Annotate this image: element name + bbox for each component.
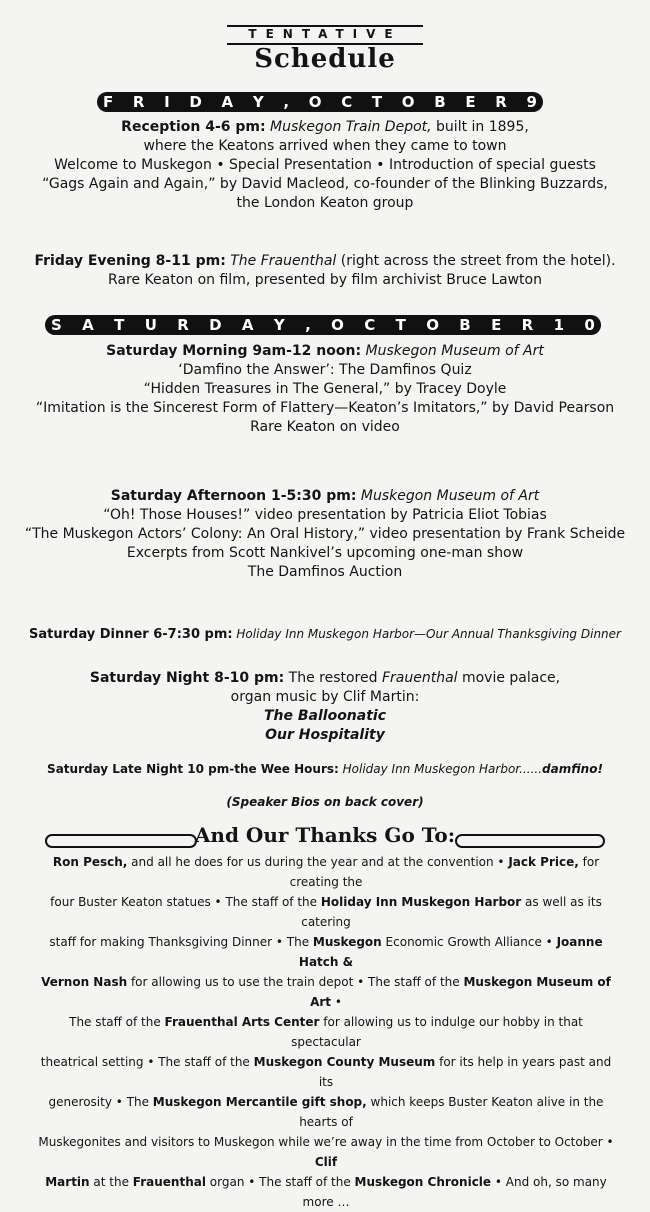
- banner-letter: D: [209, 316, 222, 334]
- dinner-details: Holiday Inn Muskegon Harbor—Our Annual Thanksgiving Dinner: [232, 627, 621, 641]
- banner-letter: D: [189, 93, 202, 111]
- afternoon-line: The Damfinos Auction: [247, 564, 403, 580]
- afternoon-line: Excerpts from Scott Nankivel’s upcoming one-man show: [126, 545, 524, 561]
- thanks-line: four Buster Keaton statues • The staff of the Holiday Inn Muskegon Harbor as well as its catering: [50, 895, 602, 929]
- friday-evening: [0, 252, 650, 290]
- banner-letter: C: [364, 316, 376, 334]
- morning-line: “Hidden Treasures in The General,” by Tracey Doyle: [143, 381, 507, 397]
- morning-venue: Muskegon Museum of Art: [365, 343, 544, 359]
- morning-line: Rare Keaton on video: [250, 419, 400, 435]
- banner-letter: I: [164, 93, 170, 111]
- banner-letter: T: [371, 93, 383, 111]
- evening-time: Friday Evening 8-11 pm:: [34, 253, 226, 269]
- banner-letter: O: [426, 316, 439, 334]
- saturday-late-night: [0, 760, 650, 779]
- thanks-line: theatrical setting • The staff of the Muskegon County Museum for its help in years past and its: [40, 1055, 612, 1089]
- dinner-time: Saturday Dinner 6-7:30 pm:: [29, 627, 233, 642]
- banner-letter: ,: [305, 316, 311, 334]
- reception-time: Reception 4-6 pm:: [121, 119, 266, 135]
- banner-letter: C: [341, 93, 353, 111]
- reception-built: built in 1895,: [431, 119, 529, 135]
- reception-line: the London Keaton group: [236, 195, 414, 211]
- film-title: Our Hospitality: [265, 727, 385, 743]
- saturday-morning: [0, 342, 650, 437]
- thanks-line: generosity • The Muskegon Mercantile gift shop, which keeps Buster Keaton alive in the hearts of: [48, 1095, 604, 1129]
- afternoon-venue: Muskegon Museum of Art: [360, 488, 540, 504]
- thanks-line: Ron Pesch, and all he does for us during the year and at the convention • Jack Price, for creating the: [52, 855, 600, 889]
- reception-line: “Gags Again and Again,” by David Macleod, co-founder of the Blinking Buzzards,: [42, 176, 608, 192]
- thanks-line: staff for making Thanksgiving Dinner • The Muskegon Economic Growth Alliance • Joanne Hatch &: [49, 935, 603, 969]
- speaker-bios-note: [0, 793, 650, 812]
- reception-line: Welcome to Muskegon • Special Presentation • Introduction of special guests: [54, 157, 596, 173]
- night-rest: movie palace,: [457, 670, 561, 686]
- afternoon-time: Saturday Afternoon 1-5:30 pm:: [110, 488, 357, 504]
- banner-letter: A: [221, 93, 234, 111]
- night-line: organ music by Clif Martin:: [230, 689, 420, 705]
- banner-letter: F: [103, 93, 114, 111]
- reception-line: where the Keatons arrived when they came to town: [143, 138, 507, 154]
- night-pre: The restored: [284, 670, 382, 686]
- bios-note: (Speaker Bios on back cover): [226, 795, 424, 809]
- late-end: damfino!: [542, 762, 603, 776]
- thanks-body: [36, 852, 616, 1212]
- banner-letter: ,: [283, 93, 290, 111]
- saturday-afternoon: [0, 487, 650, 582]
- banner-letter: B: [459, 316, 471, 334]
- banner-letter: 9: [526, 93, 537, 111]
- late-venue: Holiday Inn Muskegon Harbor......: [338, 762, 543, 776]
- banner-letter: A: [82, 316, 94, 334]
- banner-letter: A: [241, 316, 254, 334]
- morning-line: “Imitation is the Sincerest Form of Flattery—Keaton’s Imitators,” by David Pearson: [35, 400, 615, 416]
- saturday-night: [0, 669, 650, 745]
- afternoon-line: “Oh! Those Houses!” video presentation by Patricia Eliot Tobias: [103, 507, 547, 523]
- thanks-line: The staff of the Frauenthal Arts Center for allowing us to indulge our hobby in that spectacular: [69, 1015, 583, 1049]
- banner-letter: 0: [584, 316, 595, 334]
- night-time: Saturday Night 8-10 pm:: [89, 670, 285, 686]
- banner-letter: O: [401, 93, 415, 111]
- banner-letter: R: [521, 316, 534, 334]
- reception-venue: Muskegon Train Depot,: [270, 119, 432, 135]
- evening-venue: The Frauenthal: [230, 253, 337, 269]
- morning-time: Saturday Morning 9am-12 noon:: [106, 343, 362, 359]
- saturday-banner: [45, 315, 601, 335]
- friday-reception: [0, 118, 650, 213]
- banner-letter: U: [144, 316, 157, 334]
- banner-letter: O: [308, 93, 322, 111]
- evening-rest: (right across the street from the hotel).: [336, 253, 616, 269]
- page-title: Schedule: [254, 44, 396, 74]
- banner-letter: 1: [553, 316, 565, 334]
- evening-line: Rare Keaton on film, presented by film archivist Bruce Lawton: [108, 272, 542, 288]
- banner-letter: T: [395, 316, 406, 334]
- banner-letter: R: [495, 93, 507, 111]
- thanks-line: Martin at the Frauenthal organ • The staff of the Muskegon Chronicle • And oh, so many more …: [45, 1175, 607, 1209]
- film-title: The Balloonatic: [263, 708, 387, 724]
- thanks-title: And Our Thanks Go To:: [194, 823, 456, 847]
- kicker-label: TENTATIVE: [248, 27, 402, 41]
- banner-letter: T: [114, 316, 125, 334]
- banner-letter: R: [132, 93, 145, 111]
- banner-letter: S: [51, 316, 62, 334]
- friday-banner: [97, 92, 543, 112]
- banner-letter: B: [434, 93, 446, 111]
- thanks-line: Vernon Nash for allowing us to use the train depot • The staff of the Muskegon Museum of Art •: [41, 975, 611, 1009]
- saturday-dinner: [0, 625, 650, 644]
- night-venue: Frauenthal: [381, 670, 458, 686]
- banner-letter: E: [491, 316, 502, 334]
- morning-line: ‘Damfino the Answer’: The Damfinos Quiz: [178, 362, 472, 378]
- thanks-line: Muskegonites and visitors to Muskegon while we’re away in the time from October to October • Clif: [38, 1135, 614, 1169]
- afternoon-line: “The Muskegon Actors’ Colony: An Oral History,” video presentation by Frank Scheide: [24, 526, 626, 542]
- banner-letter: R: [177, 316, 189, 334]
- banner-letter: Y: [252, 93, 264, 111]
- banner-letter: Y: [273, 316, 285, 334]
- late-time: Saturday Late Night 10 pm-the Wee Hours:: [47, 762, 339, 776]
- banner-letter: E: [465, 93, 476, 111]
- banner-letter: O: [331, 316, 344, 334]
